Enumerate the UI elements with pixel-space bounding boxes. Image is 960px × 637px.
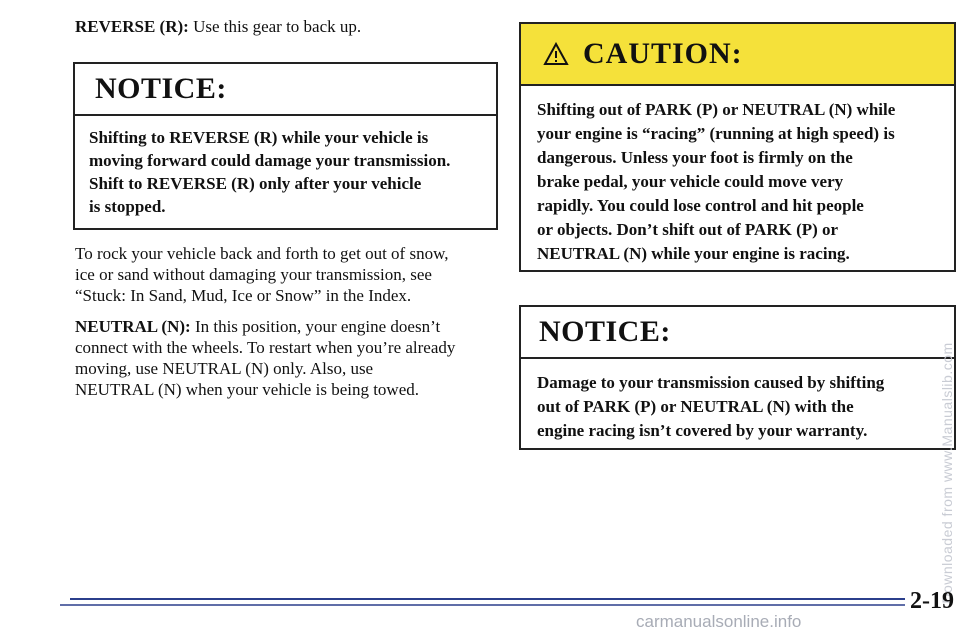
caution-line: brake pedal, your vehicle could move very [537, 172, 844, 191]
neutral-line: In this position, your engine doesn’t [190, 317, 441, 336]
warning-triangle-icon [543, 42, 569, 66]
neutral-label: NEUTRAL (N): [75, 317, 191, 336]
reverse-paragraph [75, 16, 495, 38]
notice-line: engine racing isn’t covered by your warranty. [537, 421, 868, 440]
caution-line: your engine is “racing” (running at high speed) is [537, 124, 895, 143]
footer-watermark: carmanualsonline.info [636, 612, 802, 631]
footer-rule [0, 596, 905, 612]
rock-line: ice or sand without damaging your transmission, see [75, 265, 432, 284]
notice-body-right [521, 359, 954, 443]
caution-line: NEUTRAL (N) while your engine is racing. [537, 244, 850, 263]
reverse-label: REVERSE (R): [75, 17, 189, 36]
side-watermark [936, 330, 958, 615]
notice-title-left: NOTICE: [75, 64, 496, 116]
notice-body-left [75, 116, 496, 218]
neutral-line: moving, use NEUTRAL (N) only. Also, use [75, 359, 374, 378]
neutral-line: connect with the wheels. To restart when you’re already [75, 338, 456, 357]
rock-line: To rock your vehicle back and forth to get out of snow, [75, 244, 449, 263]
caution-line: rapidly. You could lose control and hit people [537, 196, 864, 215]
caution-body [521, 86, 954, 266]
notice-line: moving forward could damage your transmission. [89, 151, 451, 170]
caution-line: or objects. Don’t shift out of PARK (P) or [537, 220, 839, 239]
reverse-text: Use this gear to back up. [188, 17, 362, 36]
caution-line: dangerous. Unless your foot is firmly on the [537, 148, 853, 167]
notice-line: is stopped. [89, 197, 166, 216]
notice-line: Damage to your transmission caused by shifting [537, 373, 885, 392]
neutral-line: NEUTRAL (N) when your vehicle is being towed. [75, 380, 420, 399]
notice-box-left [73, 62, 498, 230]
caution-line: Shifting out of PARK (P) or NEUTRAL (N) while [537, 100, 896, 119]
rock-line: “Stuck: In Sand, Mud, Ice or Snow” in the Index. [75, 286, 412, 305]
notice-line: Shifting to REVERSE (R) while your vehicle is [89, 128, 429, 147]
caution-header [521, 24, 954, 86]
notice-box-right [519, 305, 956, 450]
caution-title: CAUTION: [583, 37, 743, 70]
caution-box [519, 22, 956, 272]
notice-line: Shift to REVERSE (R) only after your vehicle [89, 174, 422, 193]
rock-paragraph [75, 243, 505, 306]
side-watermark-text: Downloaded from www.Manualslib.com [939, 341, 955, 604]
notice-title-right: NOTICE: [521, 307, 954, 359]
notice-line: out of PARK (P) or NEUTRAL (N) with the [537, 397, 854, 416]
page-number: 2-19 [910, 588, 954, 614]
neutral-paragraph [75, 316, 505, 400]
